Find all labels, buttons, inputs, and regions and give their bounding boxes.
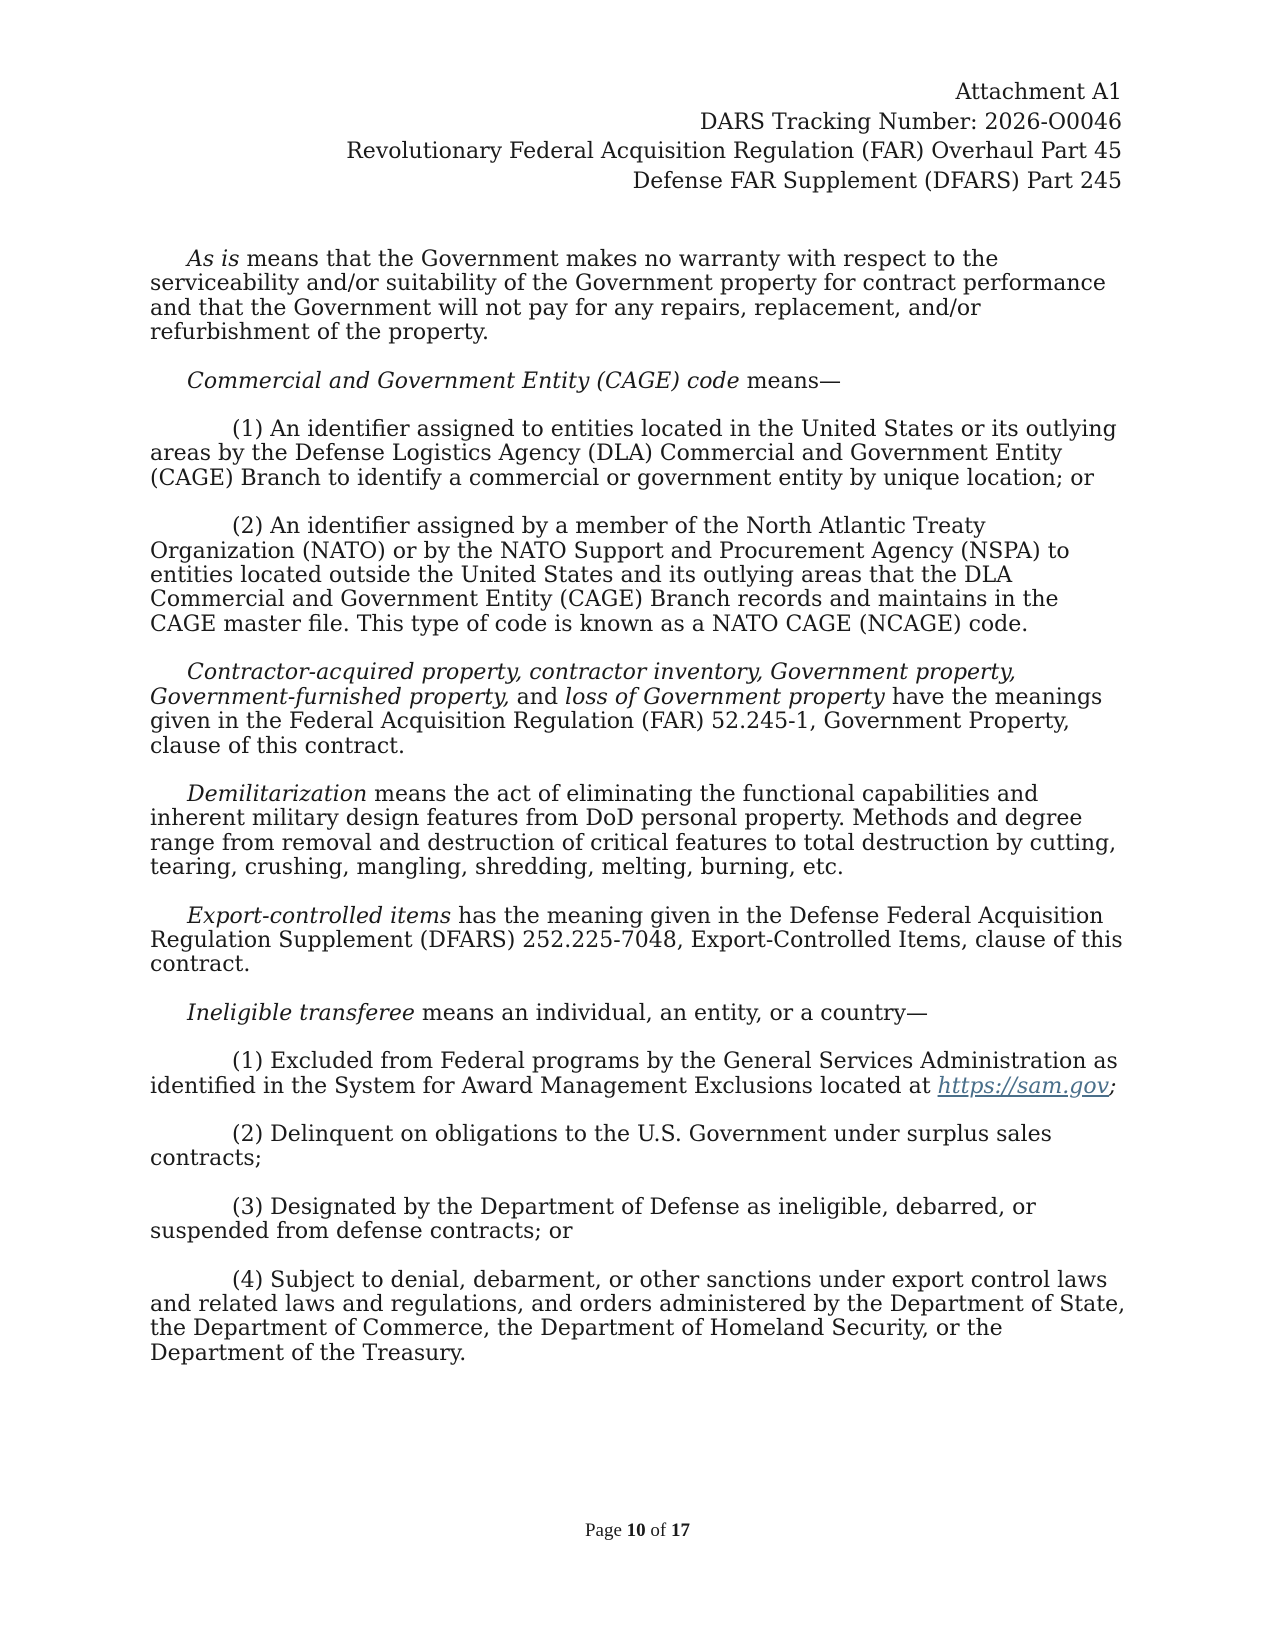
item-punctuation: ; [1109,1073,1117,1099]
definition-as-is [150,248,1130,346]
term-cage-code: Commercial and Government Entity (CAGE) code [187,368,740,394]
cage-item-2: (2) An identifier assigned by a member of the North Atlantic Treaty Organization (NATO) or by the NATO Support and Procurement Agency (NSPA) to entities located outside the United States and its outlying areas that the DLA Commercial and Government Entity (CAGE) Branch records and maintains in the CAGE master file. This type of code is known as a NATO CAGE (NCAGE) code. [150,514,1070,637]
term-demilitarization: Demilitarization [187,781,368,807]
term-loss-of-government-property: loss of Government property [565,684,885,710]
definition-cage-code [150,370,1130,394]
term-ineligible-transferee: Ineligible transferee [187,1000,415,1026]
definition-text: has the meaning given in the Defense Federal Acquisition Regulation Supplement (DFARS) 252.225-7048, Export-Controlled Items, clause of this contract. [150,903,1123,978]
of-label: of [645,1520,671,1541]
ineligible-item-4: (4) Subject to denial, debarment, or other sanctions under export control laws and related laws and regulations, and orders administered by the Department of State, the Department of Commerce, the Department of Homeland Security, or the Department of the Treasury. [150,1267,1126,1366]
dfars-part-title: Defense FAR Supplement (DFARS) Part 245 [632,168,1122,194]
ineligible-item-3: (3) Designated by the Department of Defense as ineligible, debarred, or suspended from defense contracts; or [150,1194,1036,1245]
item-text: (1) Excluded from Federal programs by the General Services Administration as identified in the System for Award Management Exclusions located at [150,1049,1118,1099]
terms-contractor-property: Contractor-acquired property, contractor inventory, Government property, Government-furnished property, [150,660,1016,710]
cage-item-1: (1) An identifier assigned to entities located in the United States or its outlying areas by the Defense Logistics Agency (DLA) Commercial and Government Entity (CAGE) Branch to identify a commercial or government entity by unique location; or [150,417,1117,491]
ineligible-item-2: (2) Delinquent on obligations to the U.S. Government under surplus sales contracts; [150,1121,1052,1172]
definition-text: means an individual, an entity, or a country— [414,1000,928,1026]
document-body [150,248,1130,1366]
definition-export-controlled-items [150,905,1130,978]
definition-text: means— [739,368,842,394]
sam-gov-link[interactable]: https://sam.gov [937,1073,1110,1099]
tracking-number: DARS Tracking Number: 2026-O0046 [699,109,1122,135]
term-as-is: As is [187,247,240,272]
far-part-title: Revolutionary Federal Acquisition Regulation (FAR) Overhaul Part 45 [346,139,1122,165]
definition-text: means that the Government makes no warranty with respect to the serviceability and/or suitability of the Government property for contract performance and that the Government will not pay for any repairs, replacement, and/or refurbishment of the property. [150,247,1106,346]
page-total: 17 [671,1520,690,1541]
definition-contractor-property [150,661,1130,759]
ineligible-item-1 [150,1050,1130,1099]
document-header [150,78,1122,196]
definition-text: have the meanings given in the Federal Acquisition Regulation (FAR) 52.245-1, Government Property, clause of this contract. [150,684,1103,759]
page-footer [0,1520,1275,1542]
page-label: Page [584,1520,627,1541]
term-export-controlled-items: Export-controlled items [187,903,452,929]
definition-demilitarization [150,783,1130,881]
definition-ineligible-transferee [150,1002,1130,1026]
definition-text: means the act of eliminating the functional capabilities and inherent military design features from DoD personal property. Methods and degree range from removal and destruction of critical features to total destruction by cutting, tearing, crushing, mangling, shredding, melting, burning, etc. [150,781,1117,881]
attachment-label: Attachment A1 [955,80,1122,105]
conjunction: and [509,684,566,710]
page-number: 10 [626,1520,646,1541]
